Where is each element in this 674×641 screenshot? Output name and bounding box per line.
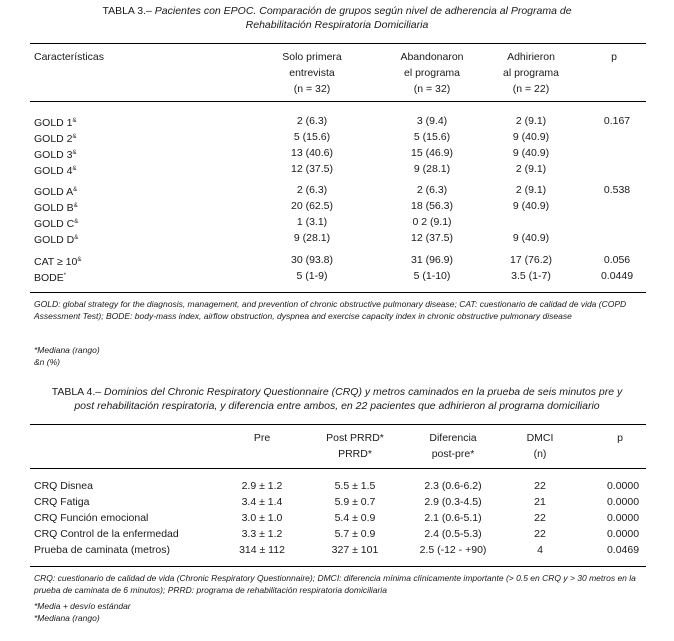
table4-header-dmci: DMCI (n) <box>526 432 554 460</box>
table3-cell-col2: 3 (9.4) <box>416 115 448 127</box>
table3-row-label-text: GOLD 1 <box>34 117 73 129</box>
table3-row-label-sup: & <box>72 166 77 172</box>
table3-cell-col2: 15 (46.9) <box>410 147 454 159</box>
table3-cell-col2: 2 (6.3) <box>416 184 448 196</box>
table3-cell-p: 0.538 <box>603 184 631 196</box>
table3-row-label-sup: & <box>73 187 78 193</box>
table3-row-label-text: GOLD A <box>34 186 74 198</box>
table3-cell-p: 0.056 <box>603 254 631 266</box>
table4-cell-pre: 314 ± 112 <box>239 544 285 556</box>
table4-row-label: CRQ Disnea <box>34 480 93 492</box>
table4-row-label: CRQ Fatiga <box>34 496 90 508</box>
table3-row-label-sup: * <box>63 273 67 279</box>
table4-cell-dmci: 22 <box>534 480 546 492</box>
table4-header-rule <box>30 468 646 469</box>
table3-row-label-text: BODE <box>34 272 64 284</box>
table4-row-label: CRQ Función emocional <box>34 512 149 524</box>
table3-cell-col2: 9 (28.1) <box>413 163 451 175</box>
table4-cell-diff: 2.5 (-12 - +90) <box>419 544 487 556</box>
table4-cell-dmci: 21 <box>534 496 546 508</box>
table4-note-median: *Mediana (rango) <box>34 613 100 623</box>
table4-caption-text-line1: Dominios del Chronic Respiratory Questionnaire (CRQ) y metros caminados en la prueba de seis minutos pre y <box>104 386 623 398</box>
table4-header-pre: Pre <box>253 432 271 444</box>
table3-caption-text-line1: Pacientes con EPOC. Comparación de grupos según nivel de adherencia al Programa de <box>154 5 572 17</box>
table3-cell-p: 0.0449 <box>600 270 634 282</box>
table4-cell-diff: 2.1 (0.6-5.1) <box>424 512 482 524</box>
table3-cell-p: 0.167 <box>603 115 631 127</box>
table4-cell-dmci: 22 <box>534 528 546 540</box>
table3-header-characteristics: Características <box>34 51 105 63</box>
table4-cell-diff: 2.3 (0.6-6.2) <box>424 480 482 492</box>
table3-cell-col1: 12 (37.5) <box>290 163 334 175</box>
table3-cell-col3: 9 (40.9) <box>512 232 550 244</box>
table3-row-label-text: GOLD D <box>34 234 75 246</box>
table4-caption-label: TABLA 4.– <box>51 386 102 398</box>
table3-row-label-sup: & <box>77 257 82 263</box>
table3-row-label-sup: & <box>74 235 79 241</box>
table3-header-col1: Solo primera entrevista (n = 32) <box>282 51 342 95</box>
table3-cell-col2: 31 (96.9) <box>410 254 454 266</box>
table3-row-label-sup: & <box>73 203 78 209</box>
table3-caption <box>0 4 674 32</box>
table4-header-p: p <box>617 432 623 444</box>
table4-cell-post: 5.9 ± 0.7 <box>334 496 376 508</box>
table3-cell-col1: 9 (28.1) <box>293 232 331 244</box>
table3-cell-col2: 0 2 (9.1) <box>412 216 452 228</box>
table4-cell-diff: 2.4 (0.5-5.3) <box>424 528 482 540</box>
table3-bottom-rule <box>30 292 646 293</box>
table3-cell-col3: 2 (9.1) <box>515 163 547 175</box>
table3-row-label-text: GOLD 4 <box>34 165 73 177</box>
table3-note-n: &n (%) <box>34 357 60 367</box>
table3-cell-col1: 13 (40.6) <box>290 147 334 159</box>
table3-header-col2: Abandonaron el programa (n = 32) <box>400 51 464 95</box>
table3-cell-col1: 20 (62.5) <box>290 200 334 212</box>
table3-row-label <box>34 268 66 286</box>
table3-row-label-sup: & <box>74 219 79 225</box>
table4-caption <box>0 385 674 413</box>
table3-caption-text-line2: Rehabilitación Respiratoria Domiciliaria <box>245 19 429 31</box>
table3-footnote: GOLD: global strategy for the diagnosis, management, and prevention of chronic obstructive pulmonary disease; CAT: cuestionario de calidad de vida (COPD Assessment Test); BODE: body-mass index, airflow obstruction, dyspnea and exercise capacity index in chronic obstructive pulmonary disease <box>34 299 627 321</box>
table4-cell-pre: 3.0 ± 1.0 <box>241 512 283 524</box>
table4-bottom-rule <box>30 566 646 567</box>
table4-row-label: Prueba de caminata (metros) <box>34 544 170 556</box>
table3-cell-col2: 5 (1-10) <box>413 270 451 282</box>
table3-header-col3: Adhirieron al programa (n = 22) <box>502 51 560 95</box>
table4-cell-post: 5.7 ± 0.9 <box>334 528 376 540</box>
table3-row-label-text: GOLD 3 <box>34 149 73 161</box>
table3-cell-col1: 1 (3.1) <box>296 216 328 228</box>
table4-row-label: CRQ Control de la enfermedad <box>34 528 179 540</box>
table3-row-label-text: GOLD B <box>34 202 74 214</box>
table3-cell-col3: 3.5 (1-7) <box>511 270 551 282</box>
table4-cell-dmci: 4 <box>537 544 543 556</box>
table4-cell-post: 327 ± 101 <box>331 544 379 556</box>
table4-cell-post: 5.5 ± 1.5 <box>334 480 376 492</box>
table3-row-label-text: GOLD C <box>34 218 75 230</box>
table4-cell-p: 0.0000 <box>606 480 640 492</box>
table3-row-label <box>34 161 77 179</box>
table3-row-label-sup: & <box>72 150 77 156</box>
table3-row-label-sup: & <box>72 134 77 140</box>
table3-cell-col2: 5 (15.6) <box>413 131 451 143</box>
table4-cell-p: 0.0000 <box>606 496 640 508</box>
table3-row-label-sup: & <box>72 118 77 124</box>
table4-header-diff: Diferencia post-pre* <box>429 432 477 460</box>
table4-cell-pre: 3.4 ± 1.4 <box>241 496 283 508</box>
table4-top-rule <box>30 424 646 425</box>
table3-cell-col1: 2 (6.3) <box>296 184 328 196</box>
table4-cell-p: 0.0000 <box>606 528 640 540</box>
table3-note-median: *Mediana (rango) <box>34 345 100 355</box>
table3-caption-label: TABLA 3.– <box>102 5 152 17</box>
table3-row-label-text: CAT ≥ 10 <box>34 256 78 268</box>
table4-cell-pre: 2.9 ± 1.2 <box>241 480 283 492</box>
table3-cell-col1: 30 (93.8) <box>290 254 334 266</box>
table3-header-p: p <box>611 51 617 63</box>
table3-cell-col3: 2 (9.1) <box>515 115 547 127</box>
table3-cell-col1: 5 (15.6) <box>293 131 331 143</box>
table3-cell-col2: 18 (56.3) <box>410 200 454 212</box>
table4-cell-p: 0.0469 <box>606 544 640 556</box>
table3-cell-col3: 9 (40.9) <box>512 147 550 159</box>
table4-cell-p: 0.0000 <box>606 512 640 524</box>
table4-cell-dmci: 22 <box>534 512 546 524</box>
table4-header-post: Post PRRD* PRRD* <box>326 432 384 460</box>
table3-cell-col3: 9 (40.9) <box>512 131 550 143</box>
table3-cell-col3: 17 (76.2) <box>509 254 553 266</box>
table4-cell-pre: 3.3 ± 1.2 <box>241 528 283 540</box>
table3-cell-col3: 2 (9.1) <box>515 184 547 196</box>
table3-header-rule <box>30 101 646 102</box>
table4-note-mean: *Media + desvío estándar <box>34 601 131 611</box>
table3-cell-col1: 2 (6.3) <box>296 115 328 127</box>
table3-row-label-text: GOLD 2 <box>34 133 73 145</box>
table4-caption-text-line2: post rehabilitación respiratoria, y diferencia entre ambos, en 22 pacientes que adhirieron al programa domiciliario <box>74 400 600 412</box>
table4-cell-post: 5.4 ± 0.9 <box>334 512 376 524</box>
table3-row-label <box>34 230 78 248</box>
table3-top-rule <box>30 43 646 44</box>
table4-footnote: CRQ: cuestionario de calidad de vida (Chronic Respiratory Questionnaire); DMCI: diferencia mínima clínicamente importante (> 0.5 en CRQ y > 30 metros en la prueba de caminata de 6 minutos); PRRD: programa de rehabilitación respiratoria domiciliaria <box>34 573 636 595</box>
table3-cell-col3: 9 (40.9) <box>512 200 550 212</box>
table3-cell-col1: 5 (1-9) <box>296 270 328 282</box>
table3-cell-col2: 12 (37.5) <box>410 232 454 244</box>
table4-cell-diff: 2.9 (0.3-4.5) <box>424 496 482 508</box>
